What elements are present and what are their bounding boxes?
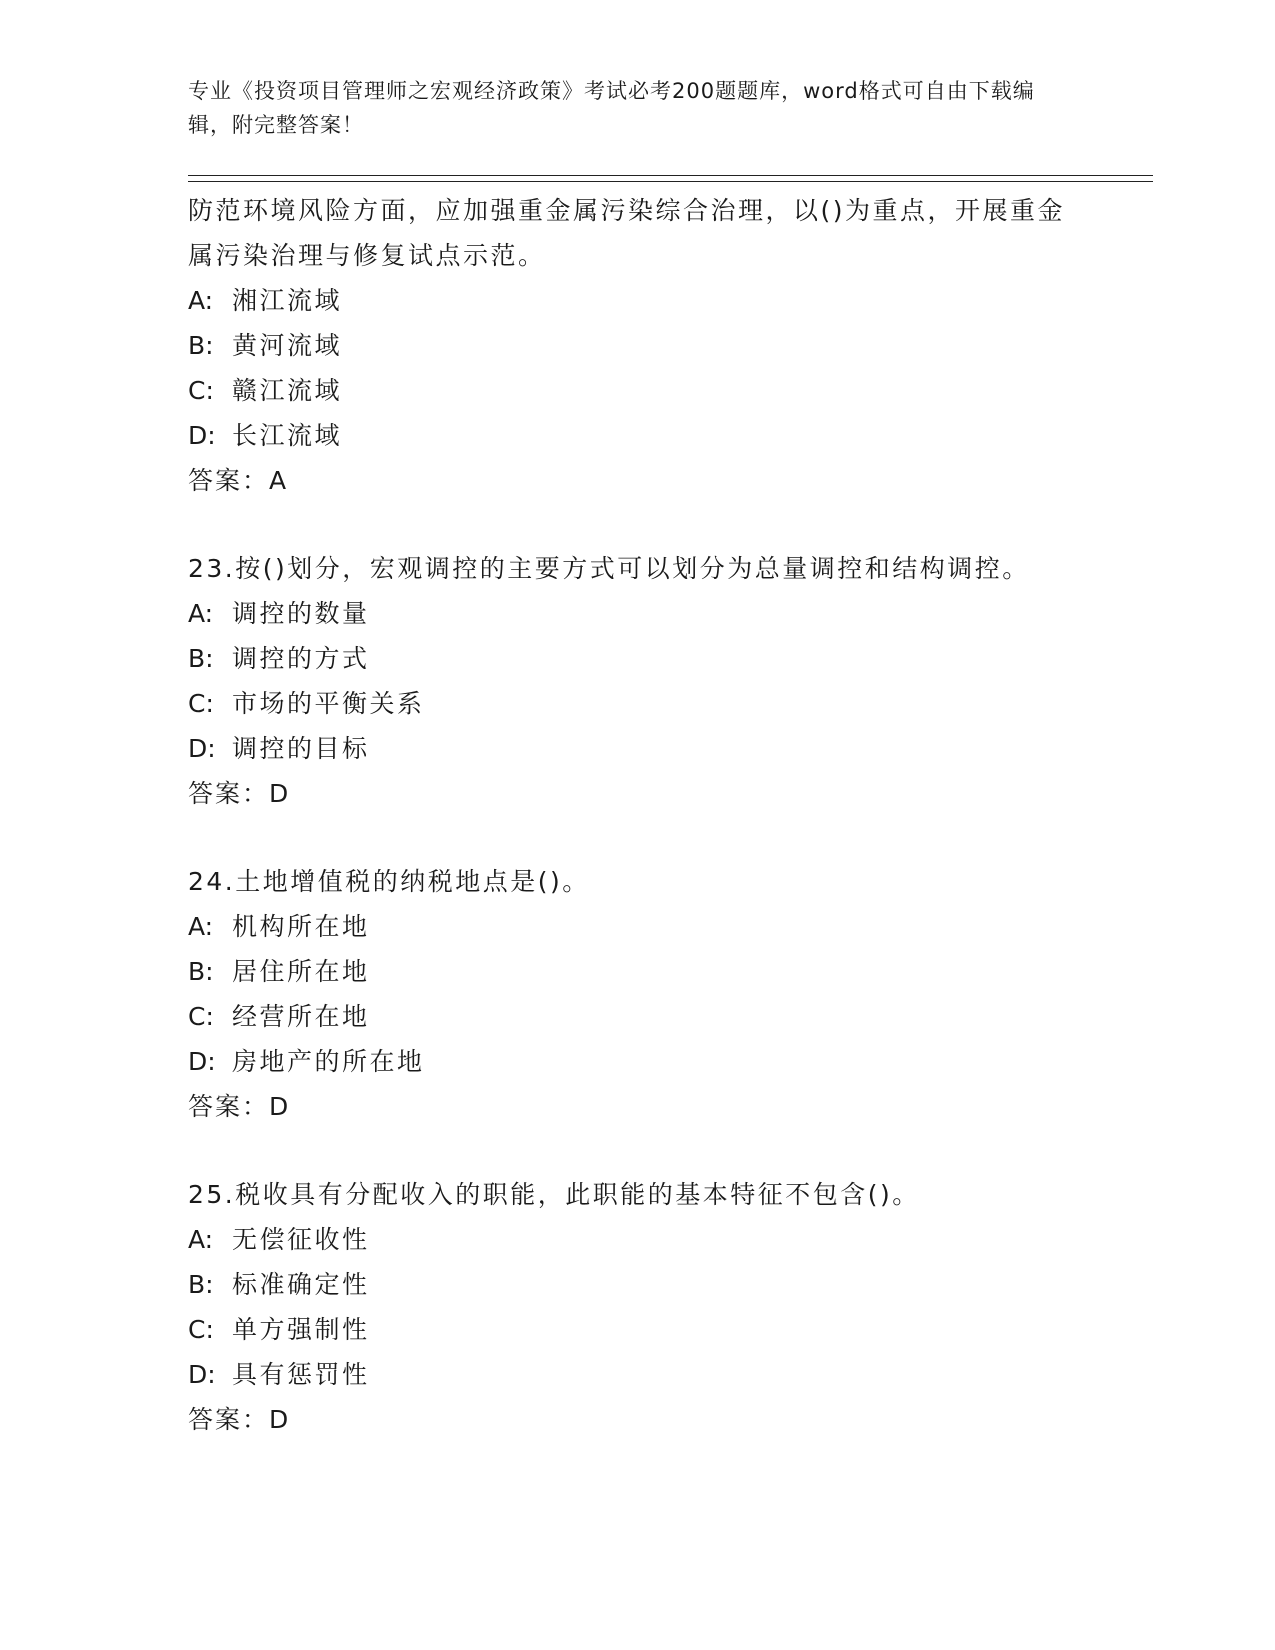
option-letter: B: [188, 957, 214, 986]
option-letter: B: [188, 331, 214, 360]
option-a [188, 904, 1088, 949]
option-text: 经营所在地 [232, 1002, 370, 1031]
question-22 [188, 188, 1088, 503]
question-stem: 25.税收具有分配收入的职能，此职能的基本特征不包含()。 [188, 1180, 920, 1209]
answer-line [188, 771, 1088, 816]
option-text: 市场的平衡关系 [232, 689, 425, 718]
option-letter: A: [188, 599, 214, 628]
option-letter: A: [188, 1225, 214, 1254]
answer-line [188, 458, 1088, 503]
answer-label: 答案： [188, 779, 270, 808]
option-c [188, 368, 1088, 413]
option-letter: D: [188, 1360, 216, 1389]
option-letter: C: [188, 376, 214, 405]
option-b [188, 323, 1088, 368]
option-text: 无偿征收性 [232, 1225, 370, 1254]
question-list [188, 188, 1088, 1485]
option-text: 湘江流域 [232, 286, 343, 315]
option-b [188, 636, 1088, 681]
option-c [188, 994, 1088, 1039]
option-letter: D: [188, 734, 216, 763]
question-24 [188, 859, 1088, 1129]
option-d [188, 1039, 1088, 1084]
option-d [188, 726, 1088, 771]
answer-value: D [269, 1092, 289, 1121]
option-c [188, 1307, 1088, 1352]
option-text: 调控的目标 [232, 734, 370, 763]
option-text: 长江流域 [232, 421, 343, 450]
option-a [188, 591, 1088, 636]
option-letter: A: [188, 286, 214, 315]
answer-label: 答案： [188, 1405, 270, 1434]
answer-value: A [269, 466, 287, 495]
option-text: 房地产的所在地 [232, 1047, 425, 1076]
question-stem: 23.按()划分，宏观调控的主要方式可以划分为总量调控和结构调控。 [188, 554, 1030, 583]
question-stem: 24.土地增值税的纳税地点是()。 [188, 867, 590, 896]
answer-value: D [269, 1405, 289, 1434]
option-letter: D: [188, 421, 216, 450]
answer-value: D [269, 779, 289, 808]
option-a [188, 1217, 1088, 1262]
option-b [188, 949, 1088, 994]
question-23 [188, 546, 1088, 816]
answer-label: 答案： [188, 466, 270, 495]
answer-line [188, 1397, 1088, 1442]
option-text: 赣江流域 [232, 376, 343, 405]
option-letter: B: [188, 1270, 214, 1299]
answer-label: 答案： [188, 1092, 270, 1121]
option-a [188, 278, 1088, 323]
question-25 [188, 1172, 1088, 1442]
option-text: 标准确定性 [232, 1270, 370, 1299]
option-letter: C: [188, 1315, 214, 1344]
option-d [188, 413, 1088, 458]
question-stem: 防范环境风险方面，应加强重金属污染综合治理，以()为重点，开展重金属污染治理与修复试点示范。 [188, 196, 1066, 270]
option-letter: B: [188, 644, 214, 673]
option-letter: C: [188, 689, 214, 718]
option-text: 黄河流域 [232, 331, 343, 360]
option-text: 调控的方式 [232, 644, 370, 673]
option-text: 调控的数量 [232, 599, 370, 628]
header-divider-bottom [188, 181, 1153, 182]
option-text: 机构所在地 [232, 912, 370, 941]
header-divider-top [188, 175, 1153, 176]
option-text: 单方强制性 [232, 1315, 370, 1344]
option-text: 居住所在地 [232, 957, 370, 986]
option-letter: A: [188, 912, 214, 941]
option-text: 具有惩罚性 [232, 1360, 370, 1389]
option-letter: D: [188, 1047, 216, 1076]
option-c [188, 681, 1088, 726]
option-d [188, 1352, 1088, 1397]
document-header: 专业《投资项目管理师之宏观经济政策》考试必考200题题库，word格式可自由下载编辑，附完整答案！ [188, 79, 1035, 137]
option-b [188, 1262, 1088, 1307]
answer-line [188, 1084, 1088, 1129]
option-letter: C: [188, 1002, 214, 1031]
